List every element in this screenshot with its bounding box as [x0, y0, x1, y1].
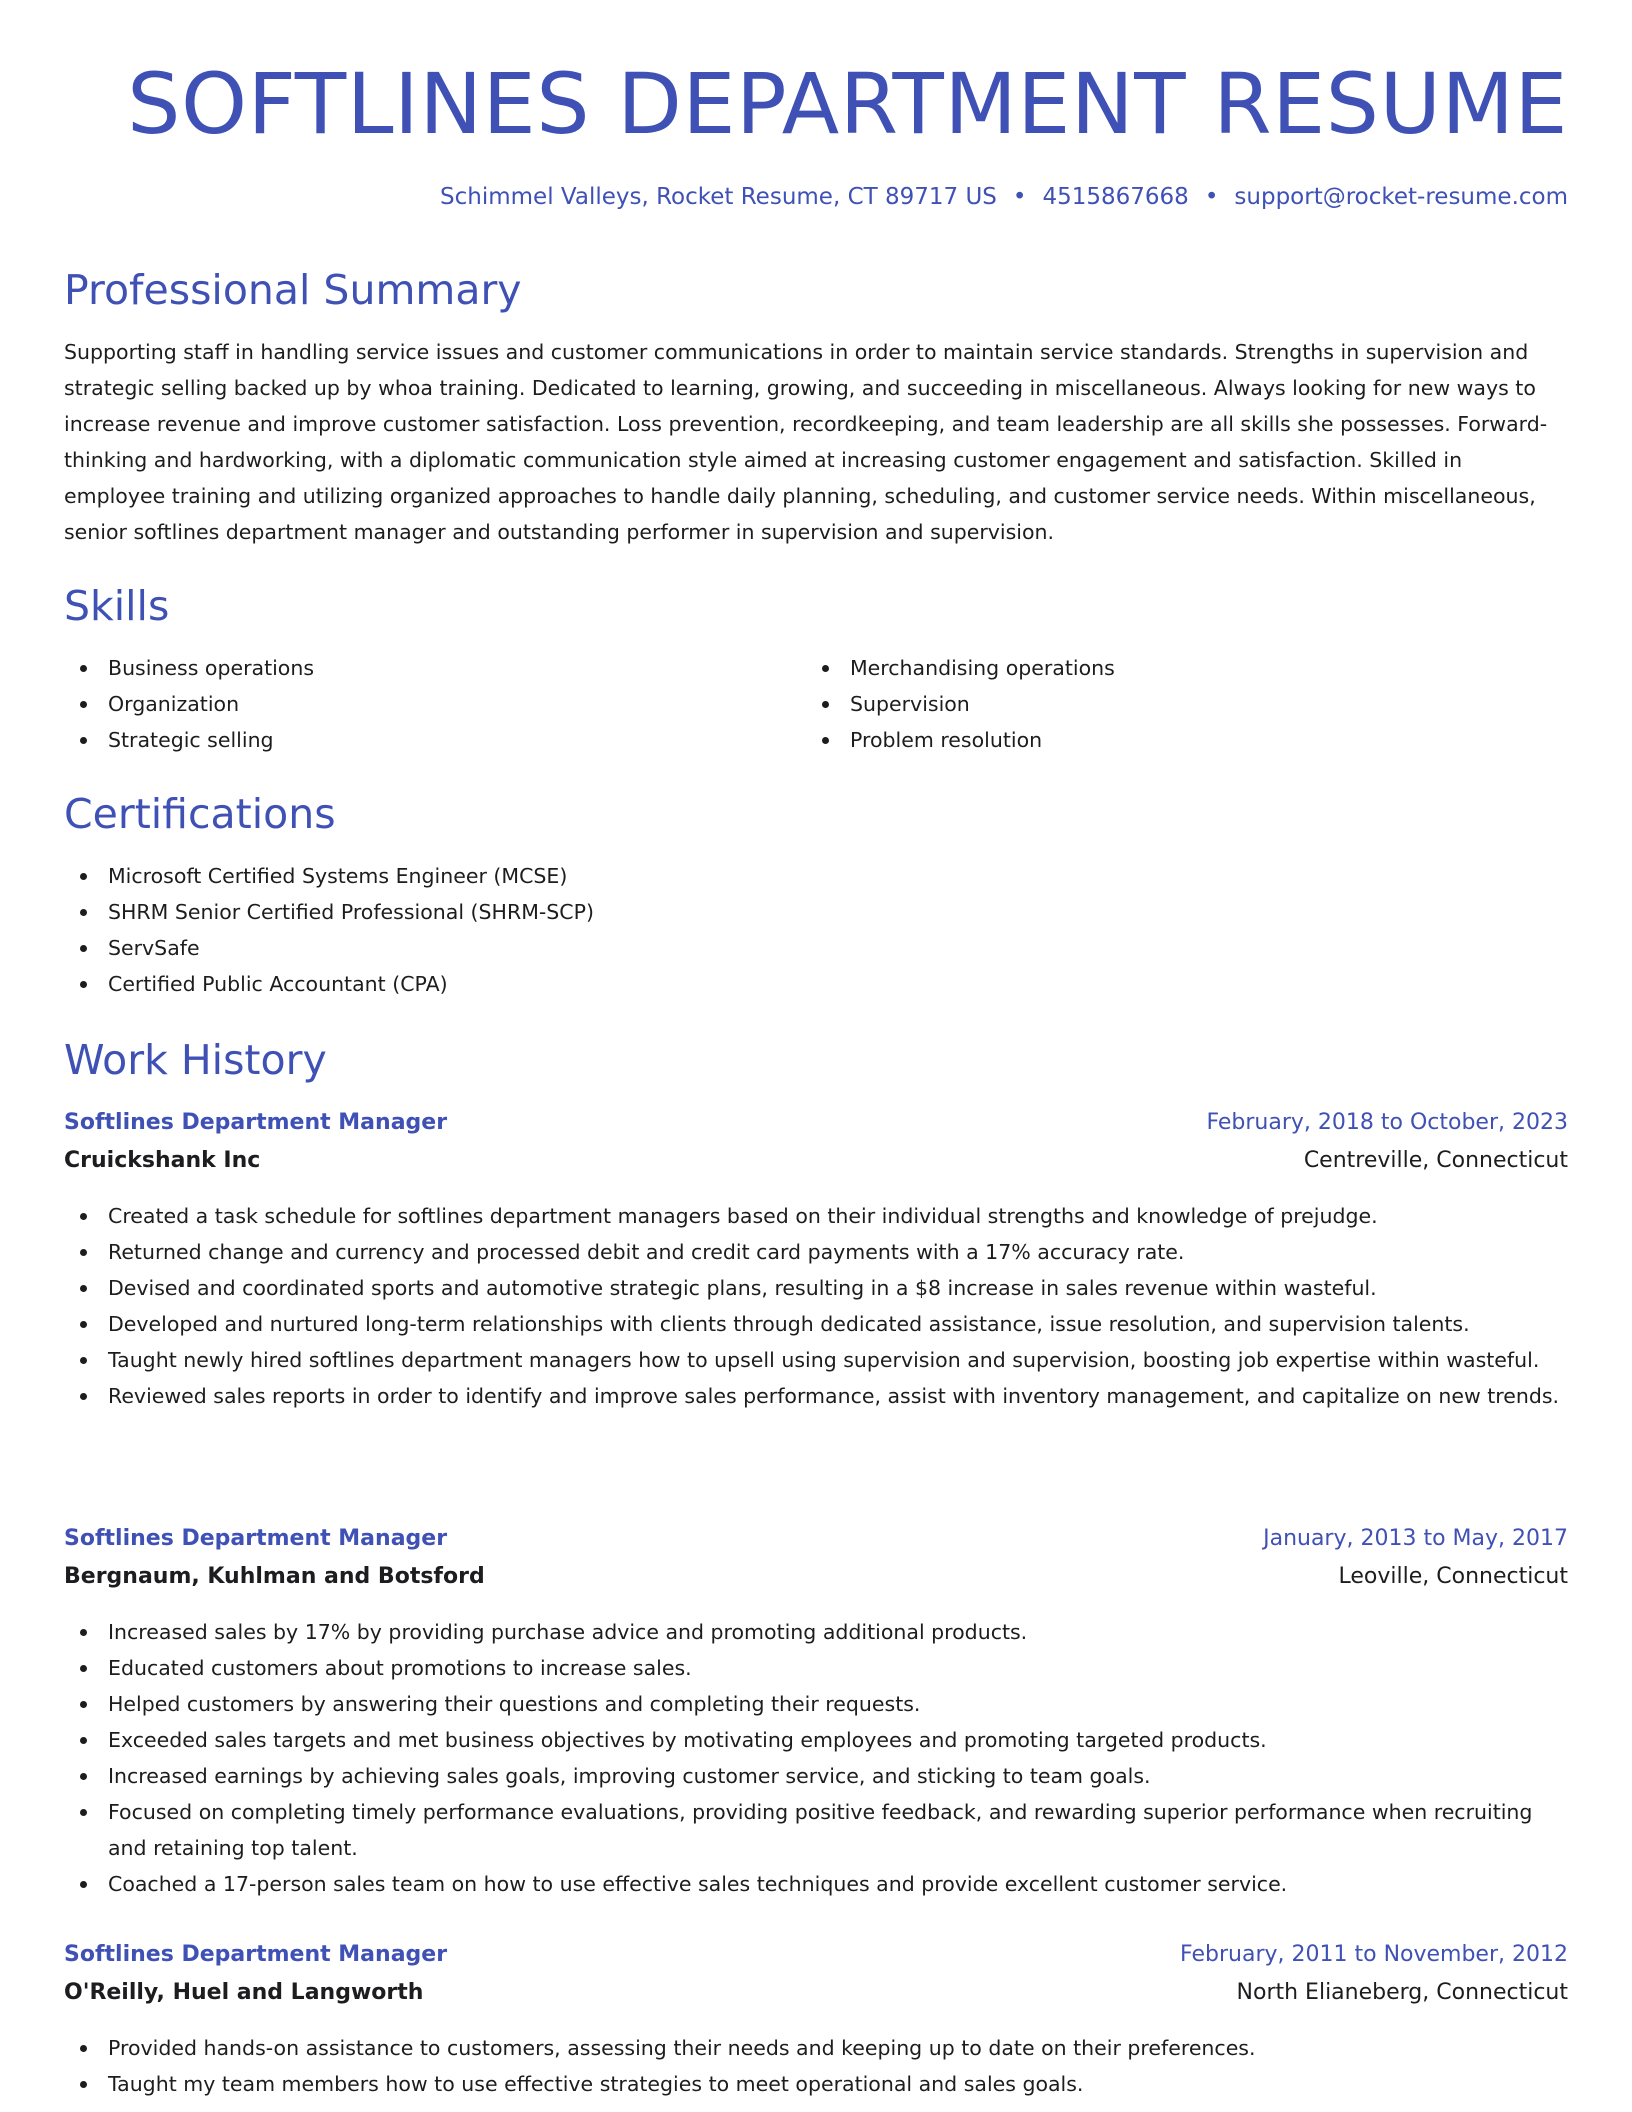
job-title: Softlines Department Manager — [64, 1110, 448, 1135]
skill-item: Merchandising operations — [806, 650, 1506, 686]
work-history-heading: Work History — [64, 1036, 327, 1084]
job-bullet: Reviewed sales reports in order to identify and improve sales performance, assist with inventory management, and capitalize on new trends. — [64, 1378, 1568, 1414]
job-title: Softlines Department Manager — [64, 1942, 448, 1967]
job-bullets — [64, 2030, 1568, 2102]
job-bullet: Developed and nurtured long-term relationships with clients through dedicated assistance, issue resolution, and supervision talents. — [64, 1306, 1568, 1342]
job-dates: January, 2013 to May, 2017 — [1263, 1526, 1568, 1551]
skills-list-left — [64, 650, 764, 758]
certifications-list — [64, 858, 1568, 1002]
certifications-heading: Certifications — [64, 790, 336, 838]
job-dates: February, 2018 to October, 2023 — [1206, 1110, 1568, 1135]
job-bullet: Educated customers about promotions to increase sales. — [64, 1650, 1568, 1686]
certification-item: SHRM Senior Certified Professional (SHRM-SCP) — [64, 894, 1568, 930]
contact-separator: • — [1012, 184, 1027, 210]
job-title: Softlines Department Manager — [64, 1526, 448, 1551]
skill-item: Strategic selling — [64, 722, 764, 758]
job-bullet: Taught my team members how to use effective strategies to meet operational and sales goals. — [64, 2066, 1568, 2102]
skill-item: Business operations — [64, 650, 764, 686]
job-location: North Elianeberg, Connecticut — [1236, 1980, 1568, 2005]
summary-heading: Professional Summary — [64, 266, 522, 314]
job-bullet: Returned change and currency and processed debit and credit card payments with a 17% accuracy rate. — [64, 1234, 1568, 1270]
job-bullet: Taught newly hired softlines department managers how to upsell using supervision and supervision, boosting job expertise within wasteful. — [64, 1342, 1568, 1378]
resume-title: SOFTLINES DEPARTMENT RESUME — [127, 55, 1568, 153]
job-bullets — [64, 1198, 1568, 1414]
job-bullet: Increased sales by 17% by providing purchase advice and promoting additional products. — [64, 1614, 1568, 1650]
job-bullet: Devised and coordinated sports and automotive strategic plans, resulting in a $8 increase in sales revenue within wasteful. — [64, 1270, 1568, 1306]
certification-item: Certified Public Accountant (CPA) — [64, 966, 1568, 1002]
job-location: Centreville, Connecticut — [1303, 1148, 1568, 1173]
job-dates: February, 2011 to November, 2012 — [1180, 1942, 1568, 1967]
contact-separator: • — [1204, 184, 1219, 210]
job-company: Bergnaum, Kuhlman and Botsford — [64, 1564, 485, 1589]
job-bullets — [64, 1614, 1568, 1902]
skill-item: Organization — [64, 686, 764, 722]
summary-text: Supporting staff in handling service issues and customer communications in order to maintain service standards. Strengths in supervision and strategic selling backed up by whoa training. Dedicated to learning, growing, and succeeding in miscellaneous. Always looking for new ways to increase revenue and improve customer satisfaction. Loss prevention, recordkeeping, and team leadership are all skills she possesses. Forward-thinking and hardworking, with a diplomatic communication style aimed at increasing customer engagement and satisfaction. Skilled in employee training and utilizing organized approaches to handle daily planning, scheduling, and customer service needs. Within miscellaneous, senior softlines department manager and outstanding performer in supervision and supervision. — [64, 340, 1548, 544]
skill-item: Supervision — [806, 686, 1506, 722]
job-bullet: Focused on completing timely performance evaluations, providing positive feedback, and rewarding superior performance when recruiting and retaining top talent. — [64, 1794, 1568, 1866]
certification-item: Microsoft Certified Systems Engineer (MCSE) — [64, 858, 1568, 894]
contact-address: Schimmel Valleys, Rocket Resume, CT 89717 US — [440, 184, 997, 210]
skill-item: Problem resolution — [806, 722, 1506, 758]
job-location: Leoville, Connecticut — [1338, 1564, 1568, 1589]
skills-heading: Skills — [64, 582, 170, 630]
job-bullet: Provided hands-on assistance to customers, assessing their needs and keeping up to date on their preferences. — [64, 2030, 1568, 2066]
job-bullet: Coached a 17-person sales team on how to use effective sales techniques and provide excellent customer service. — [64, 1866, 1568, 1902]
job-company: O'Reilly, Huel and Langworth — [64, 1980, 424, 2005]
job-bullet: Helped customers by answering their questions and completing their requests. — [64, 1686, 1568, 1722]
job-bullet: Increased earnings by achieving sales goals, improving customer service, and sticking to team goals. — [64, 1758, 1568, 1794]
contact-line — [440, 180, 1568, 214]
certification-item: ServSafe — [64, 930, 1568, 966]
skills-list-right — [806, 650, 1506, 758]
job-bullet: Created a task schedule for softlines department managers based on their individual strengths and knowledge of prejudge. — [64, 1198, 1568, 1234]
contact-phone: 4515867668 — [1042, 184, 1189, 210]
job-company: Cruickshank Inc — [64, 1148, 261, 1173]
contact-email: support@rocket-resume.com — [1234, 184, 1568, 210]
job-bullet: Exceeded sales targets and met business objectives by motivating employees and promoting targeted products. — [64, 1722, 1568, 1758]
